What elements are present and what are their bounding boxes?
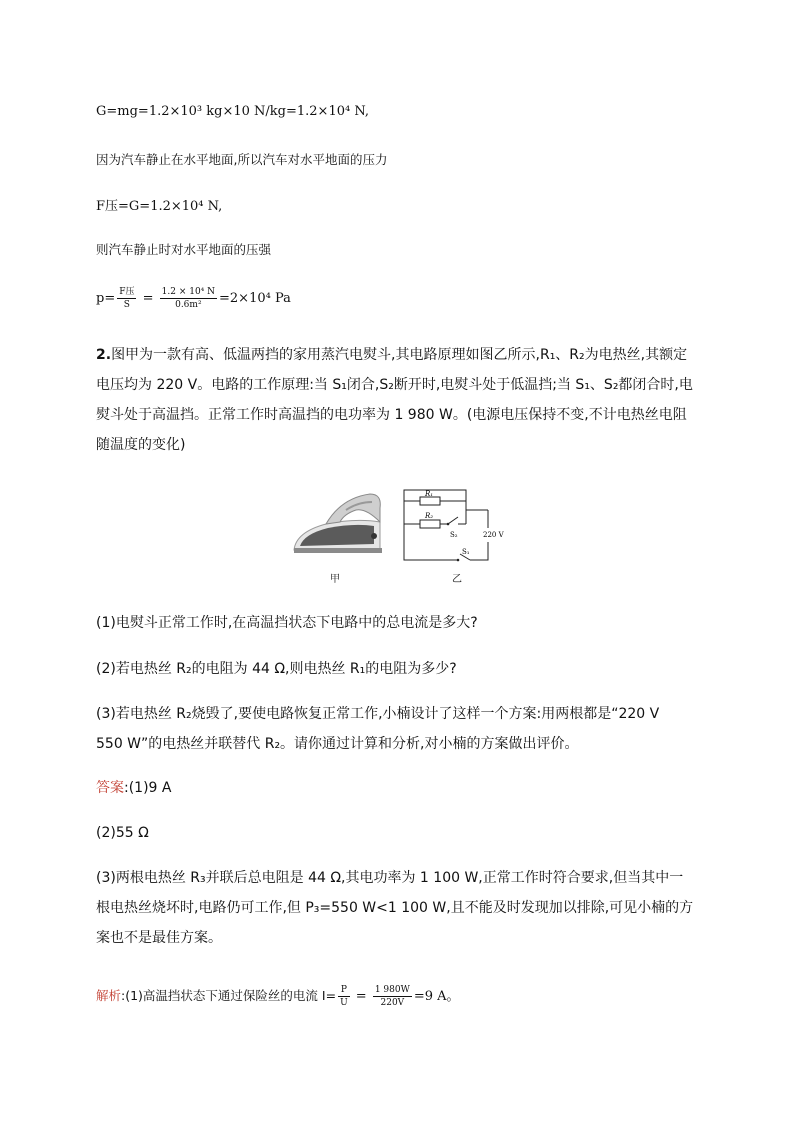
analysis-label: 解析: [96, 988, 122, 1003]
pressure-fraction-numeric: [160, 286, 217, 311]
sub-question-1: (1)电熨斗正常工作时,在高温挡状态下电路中的总电流是多大?: [96, 615, 478, 631]
fraction-numerator: P: [338, 984, 350, 997]
pressure-equation: p= $\frac{\text{F压}}{S}$ = $\frac{\text{1.2 × 10⁴ N}}{\text{0.6m²}}$ =2×10⁴ Pa: [96, 287, 291, 310]
fraction-numerator: F压: [119, 287, 135, 297]
sub-question-3: (3)若电热丝 R₂烧毁了,要使电路恢复正常工作,小楠设计了这样一个方案:用两根都是“220 V 550 W”的电热丝并联替代 R₂。请你通过计算和分析,对小楠的方案做出评价。: [96, 706, 674, 752]
circuit-voltage-label: 220 V: [483, 531, 504, 539]
analysis-fraction-symbolic: [338, 984, 350, 1009]
question-stem: [96, 340, 696, 460]
pressure-result: =2×10⁴ Pa: [219, 291, 291, 306]
figure-yi-label: 乙: [452, 574, 462, 585]
question-number: 2.: [96, 347, 112, 363]
force-equation: F压=G=1.2×10⁴ N,: [96, 199, 223, 214]
analysis-text: :(1)高温挡状态下通过保险丝的电流 I=: [121, 988, 337, 1003]
circuit-s2-label: S₂: [450, 531, 458, 539]
circuit-diagram: [400, 484, 520, 564]
fraction-denominator: U: [340, 998, 348, 1008]
fraction-denominator: S: [123, 300, 130, 310]
fraction-numerator: 1.2 × 10⁴ N: [161, 287, 216, 297]
circuit-r2-label: R₂: [425, 512, 434, 520]
answer-label: 答案: [96, 780, 124, 796]
answer-2: (2)55 Ω: [96, 825, 149, 841]
analysis-fraction-numeric: [373, 984, 412, 1009]
answer-1: [96, 773, 696, 803]
pressure-lhs: p=: [96, 291, 116, 306]
circuit-s1-label: S₁: [462, 548, 470, 556]
pressure-fraction-symbolic: [117, 286, 136, 311]
question-text: 图甲为一款有高、低温两挡的家用蒸汽电熨斗,其电路原理如图乙所示,R₁、R₂为电热丝,其额定电压均为 220 V。电路的工作原理:当 S₁闭合,S₂断开时,电熨斗处于低温挡;当 S₁、S₂都闭合时,电熨斗处于高温挡。正常工作时高温挡的电功率为 1 980 W。(电源电压保持不变,不计电热丝电阻随温度的变化): [96, 347, 693, 453]
analysis-line: 解析:(1)高温挡状态下通过保险丝的电流 I= $\frac{P}{U}$ = $\frac{1 980W}{220V}$ =9 A。: [96, 985, 460, 1008]
reason-text: 因为汽车静止在水平地面,所以汽车对水平地面的压力: [96, 152, 388, 167]
figure-jia-label: 甲: [330, 574, 340, 585]
analysis-result: =9 A。: [413, 989, 460, 1004]
iron-illustration: [286, 488, 386, 560]
pressure-intro: 则汽车静止时对水平地面的压强: [96, 242, 272, 257]
sub-question-2: (2)若电热丝 R₂的电阻为 44 Ω,则电热丝 R₁的电阻为多少?: [96, 661, 457, 677]
fraction-numerator: 1 980W: [374, 985, 410, 995]
answer-3: (3)两根电热丝 R₃并联后总电阻是 44 Ω,其电功率为 1 100 W,正常工作时符合要求,但当其中一根电热丝烧坏时,电路仍可工作,但 P₃=550 W<1 100 W,且不能及时发现加以排除,可见小楠的方案也不是最佳方案。: [96, 870, 694, 946]
weight-equation: G=mg=1.2×10³ kg×10 N/kg=1.2×10⁴ N,: [96, 104, 370, 119]
circuit-r1-label: R₁: [425, 490, 434, 498]
fraction-denominator: 0.6m²: [175, 300, 202, 310]
answer-1-text: :(1)9 A: [124, 780, 172, 796]
fraction-denominator: 220V: [380, 998, 405, 1008]
